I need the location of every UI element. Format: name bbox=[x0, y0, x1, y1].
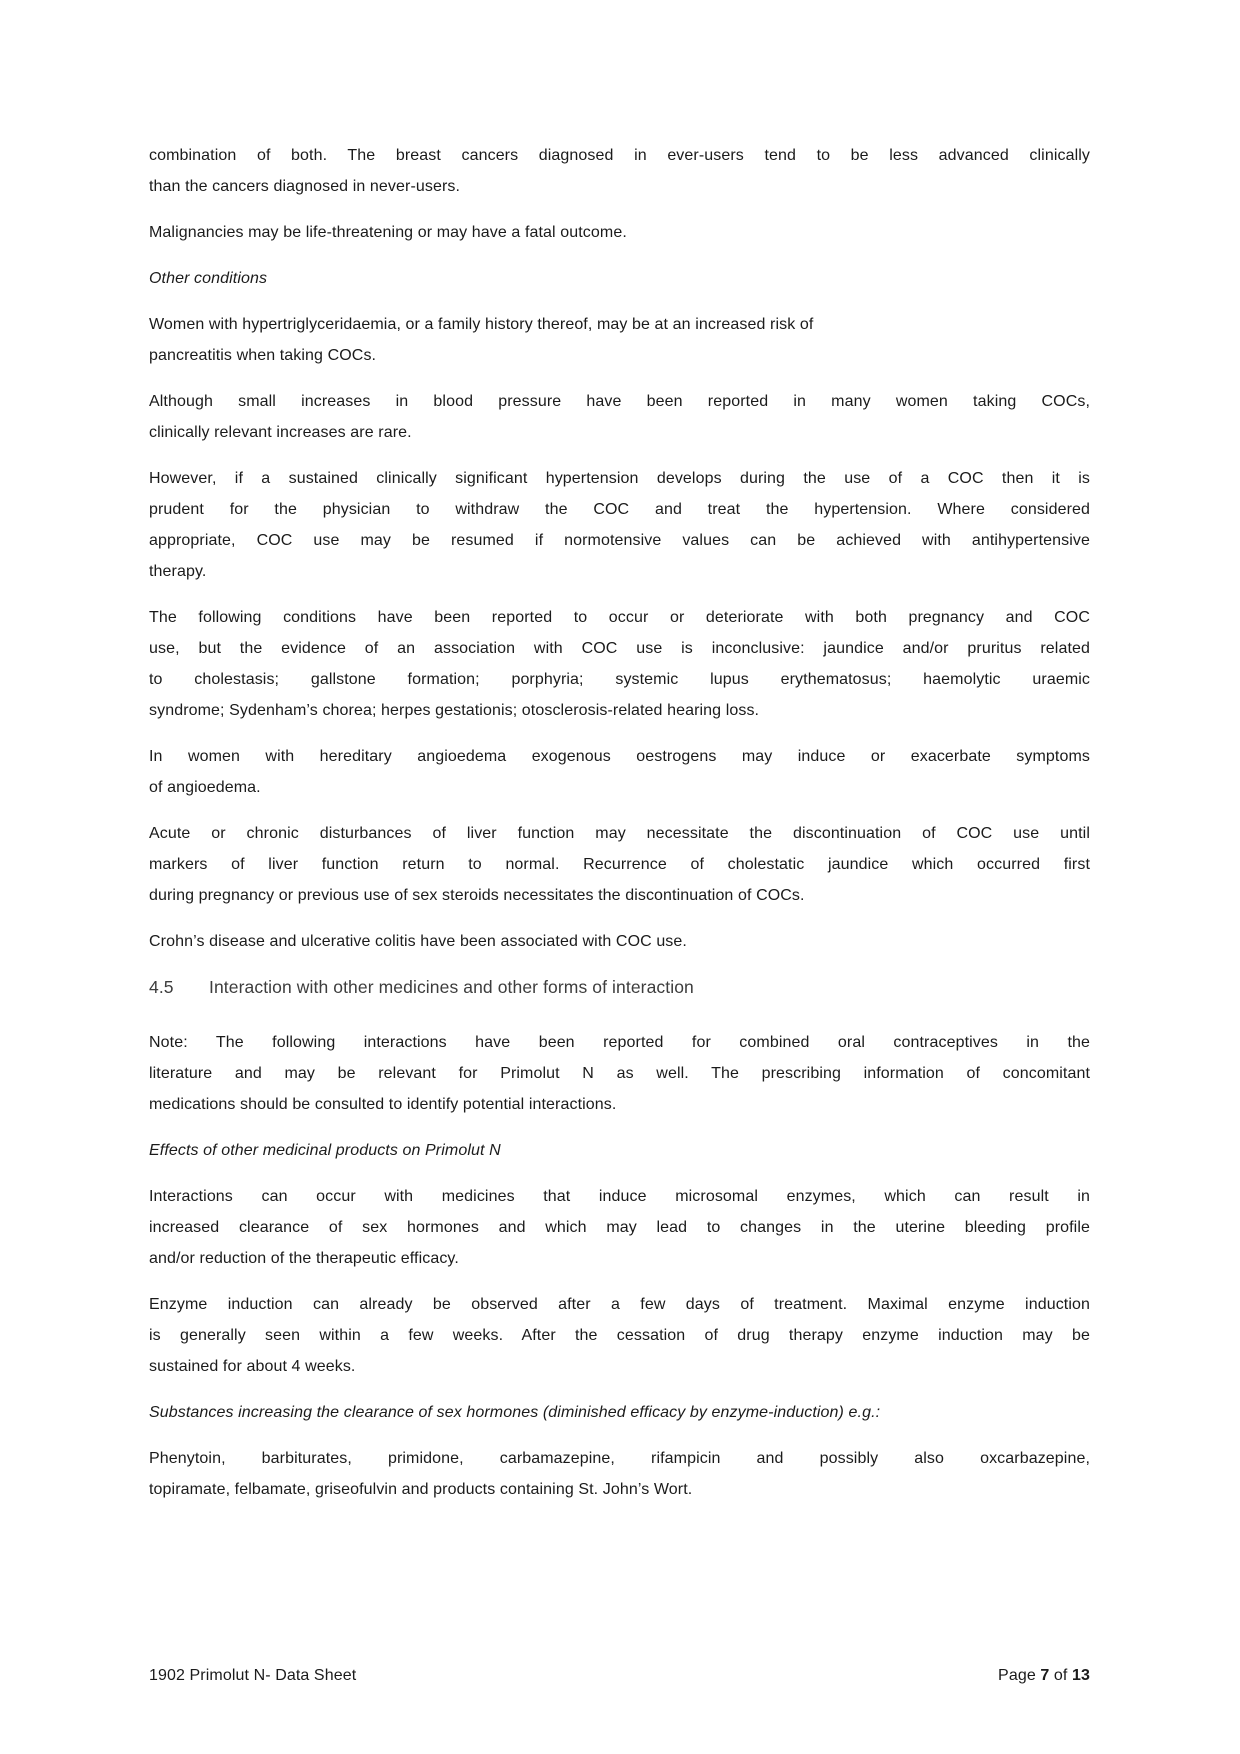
page-footer bbox=[149, 1660, 1090, 1691]
text-line: Malignancies may be life-threatening or may have a fatal outcome. bbox=[149, 224, 627, 241]
text-line: Effects of other medicinal products on Primolut N bbox=[149, 1142, 501, 1159]
paragraph bbox=[149, 1289, 1090, 1382]
text-line: and/or reduction of the therapeutic efficacy. bbox=[149, 1250, 459, 1267]
text-line: pancreatitis when taking COCs. bbox=[149, 347, 377, 364]
text-line: Although small increases in blood pressure have been reported in many women taking COCs, bbox=[149, 393, 1090, 410]
text-line: Crohn’s disease and ulcerative colitis have been associated with COC use. bbox=[149, 933, 687, 950]
text-line: clinically relevant increases are rare. bbox=[149, 424, 412, 441]
footer-of-label: of bbox=[1049, 1667, 1072, 1684]
text-line: Phenytoin, barbiturates, primidone, carbamazepine, rifampicin and possibly also oxcarbazepine, bbox=[149, 1450, 1090, 1467]
text-line: However, if a sustained clinically significant hypertension develops during the use of a COC then it is bbox=[149, 470, 1090, 487]
text-line: Substances increasing the clearance of sex hormones (diminished efficacy by enzyme-induction) e.g.: bbox=[149, 1404, 881, 1421]
paragraph bbox=[149, 140, 1090, 202]
section-title: Interaction with other medicines and other forms of interaction bbox=[209, 977, 694, 997]
text-line: combination of both. The breast cancers diagnosed in ever-users tend to be less advanced clinically bbox=[149, 147, 1090, 164]
paragraph bbox=[149, 1027, 1090, 1120]
page-content bbox=[149, 140, 1090, 1520]
paragraph bbox=[149, 463, 1090, 587]
footer-page-indicator bbox=[998, 1660, 1090, 1691]
text-line: sustained for about 4 weeks. bbox=[149, 1358, 356, 1375]
text-line: than the cancers diagnosed in never-users. bbox=[149, 178, 461, 195]
paragraph bbox=[149, 602, 1090, 726]
text-line: of angioedema. bbox=[149, 779, 261, 796]
text-line: syndrome; Sydenham’s chorea; herpes gestationis; otosclerosis-related hearing loss. bbox=[149, 702, 760, 719]
italic-subheading bbox=[149, 1135, 1090, 1166]
text-line: topiramate, felbamate, griseofulvin and products containing St. John’s Wort. bbox=[149, 1481, 693, 1498]
paragraph bbox=[149, 1181, 1090, 1274]
text-line: increased clearance of sex hormones and which may lead to changes in the uterine bleeding profile bbox=[149, 1219, 1090, 1236]
section-heading bbox=[149, 972, 1090, 1003]
text-line: Other conditions bbox=[149, 270, 268, 287]
text-line: prudent for the physician to withdraw the COC and treat the hypertension. Where considered bbox=[149, 501, 1090, 518]
paragraph bbox=[149, 309, 1090, 371]
text-line: In women with hereditary angioedema exogenous oestrogens may induce or exacerbate symptoms bbox=[149, 748, 1090, 765]
paragraph bbox=[149, 217, 1090, 248]
text-line: Interactions can occur with medicines that induce microsomal enzymes, which can result in bbox=[149, 1188, 1090, 1205]
text-line: medications should be consulted to identify potential interactions. bbox=[149, 1096, 617, 1113]
text-line: markers of liver function return to normal. Recurrence of cholestatic jaundice which occurred first bbox=[149, 856, 1090, 873]
text-line: to cholestasis; gallstone formation; porphyria; systemic lupus erythematosus; haemolytic uraemic bbox=[149, 671, 1090, 688]
text-line: appropriate, COC use may be resumed if normotensive values can be achieved with antihypertensive bbox=[149, 532, 1090, 549]
text-line: use, but the evidence of an association with COC use is inconclusive: jaundice and/or pruritus related bbox=[149, 640, 1090, 657]
text-line: Enzyme induction can already be observed after a few days of treatment. Maximal enzyme induction bbox=[149, 1296, 1090, 1313]
section-number: 4.5 bbox=[149, 977, 174, 997]
text-line: literature and may be relevant for Primolut N as well. The prescribing information of concomitant bbox=[149, 1065, 1090, 1082]
text-line: The following conditions have been reported to occur or deteriorate with both pregnancy and COC bbox=[149, 609, 1090, 626]
paragraph bbox=[149, 926, 1090, 957]
italic-subheading bbox=[149, 1397, 1090, 1428]
text-line: during pregnancy or previous use of sex steroids necessitates the discontinuation of COCs. bbox=[149, 887, 805, 904]
footer-page-label: Page bbox=[998, 1667, 1041, 1684]
text-line: Acute or chronic disturbances of liver function may necessitate the discontinuation of COC use until bbox=[149, 825, 1090, 842]
paragraph bbox=[149, 818, 1090, 911]
footer-document-title: 1902 Primolut N- Data Sheet bbox=[149, 1667, 357, 1684]
italic-subheading bbox=[149, 263, 1090, 294]
text-line: therapy. bbox=[149, 563, 207, 580]
text-line: is generally seen within a few weeks. After the cessation of drug therapy enzyme induction may be bbox=[149, 1327, 1090, 1344]
paragraph bbox=[149, 1443, 1090, 1505]
text-line: Women with hypertriglyceridaemia, or a family history thereof, may be at an increased risk of bbox=[149, 316, 814, 333]
footer-page-total: 13 bbox=[1072, 1667, 1090, 1684]
paragraph bbox=[149, 386, 1090, 448]
text-line: Note: The following interactions have been reported for combined oral contraceptives in the bbox=[149, 1034, 1090, 1051]
paragraph bbox=[149, 741, 1090, 803]
footer-page-number: 7 bbox=[1040, 1667, 1050, 1684]
